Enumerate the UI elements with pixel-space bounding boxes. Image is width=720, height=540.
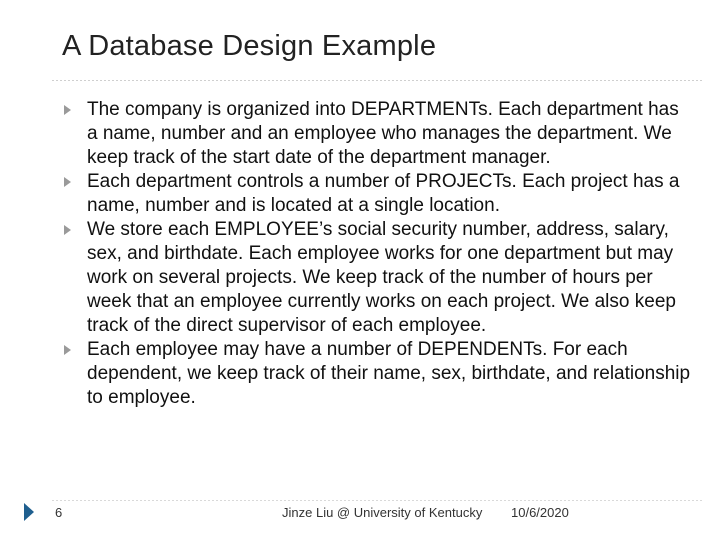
slide-marker-icon: [24, 503, 34, 521]
bullet-item: [62, 170, 692, 218]
footer-author: Jinze Liu @ University of Kentucky: [282, 505, 483, 520]
bullet-item: [62, 98, 692, 170]
bullet-text: Each employee may have a number of DEPENDENTs. For each dependent, we keep track of their name, sex, birthdate, and relationship to employee.: [87, 339, 691, 408]
bullet-text: We store each EMPLOYEE’s social security number, address, salary, sex, and birthdate. Each employee works for one department but may work on several projects. We keep track of the number of hours per week that an employee currently works on each project. We also keep track of the direct supervisor of each employee.: [87, 219, 676, 336]
triangle-bullet-icon: [62, 174, 72, 190]
bullet-list: [62, 98, 692, 410]
triangle-bullet-icon: [62, 222, 72, 238]
bullet-item: [62, 218, 692, 338]
bullet-text: Each department controls a number of PROJECTs. Each project has a name, number and is located at a single location.: [87, 171, 680, 216]
footer-date: 10/6/2020: [511, 505, 569, 520]
footer-divider: [52, 500, 702, 501]
bullet-text: The company is organized into DEPARTMENTs. Each department has a name, number and an employee who manages the department. We keep track of the start date of the department manager.: [87, 99, 679, 168]
slide-title: A Database Design Example: [62, 30, 437, 62]
bullet-item: [62, 338, 692, 410]
title-divider: [52, 80, 702, 81]
triangle-bullet-icon: [62, 342, 72, 358]
triangle-bullet-icon: [62, 102, 72, 118]
slide-number: 6: [55, 505, 63, 520]
